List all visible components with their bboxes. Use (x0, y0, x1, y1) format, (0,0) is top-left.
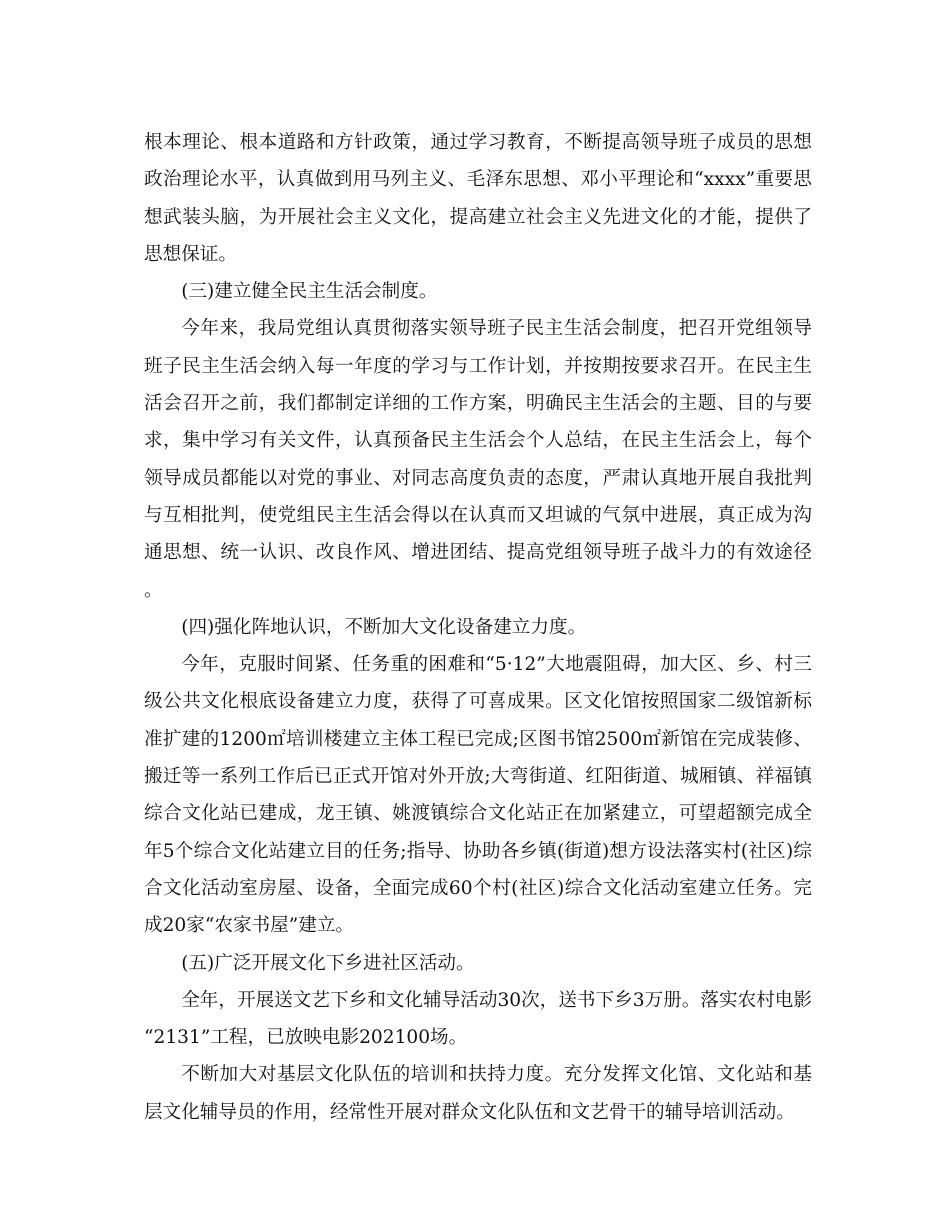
paragraph-facilities: 今年，克服时间紧、任务重的困难和“5·12”大地震阻碍，加大区、乡、村三级公共文化根底设备建立力度，获得了可喜成果。区文化馆按照国家二级馆新标准扩建的1200㎡培训楼建立主体工程已完成;区图书馆2500㎡新馆在完成装修、搬迁等一系列工作后已正式开馆对外开放;大弯街道、红阳街道、城厢镇、祥福镇综合文化站已建成，龙王镇、姚渡镇综合文化站正在加紧建立，可望超额完成全年5个综合文化站建立目的任务;指导、协助各乡镇(街道)想方设法落实村(社区)综合文化活动室房屋、设备，全面完成60个村(社区)综合文化活动室建立任务。完成20家“农家书屋”建立。 (144, 654, 812, 937)
section-heading-3: (三)建立健全民主生活会制度。 (181, 281, 438, 303)
paragraph-training: 不断加大对基层文化队伍的培训和扶持力度。充分发挥文化馆、文化站和基层文化辅导员的作用，经常性开展对群众文化队伍和文艺骨干的辅导培训活动。 (144, 1064, 812, 1123)
document-body (144, 124, 812, 1131)
paragraph-democratic-life: 今年来，我局党组认真贯彻落实领导班子民主生活会制度，把召开党组领导班子民主生活会纳入每一年度的学习与工作计划，并按期按要求召开。在民主生活会召开之前，我们都制定详细的工作方案，明确民主生活会的主题、目的与要求，集中学习有关文件，认真预备民主生活会个人总结，在民主生活会上，每个领导成员都能以对党的事业、对同志高度负责的态度，严肃认真地开展自我批判与互相批判，使党组民主生活会得以在认真而又坦诚的气氛中进展，真正成为沟通思想、统一认识、改良作风、增进团结、提高党组领导班子战斗力的有效途径。 (144, 318, 812, 601)
section-heading-4: (四)强化阵地认识，不断加大文化设备建立力度。 (181, 616, 587, 638)
paragraph-continuation: 根本理论、根本道路和方针政策，通过学习教育，不断提高领导班子成员的思想政治理论水平，认真做到用马列主义、毛泽东思想、邓小平理论和“xxxx”重要思想武装头脑，为开展社会主义文化，提高建立社会主义先进文化的才能，提供了思想保证。 (144, 132, 812, 265)
section-heading-5: (五)广泛开展文化下乡进社区活动。 (181, 952, 475, 974)
paragraph-rural-activities: 全年，开展送文艺下乡和文化辅导活动30次，送书下乡3万册。落实农村电影“2131”工程，已放映电影202100场。 (144, 989, 812, 1049)
